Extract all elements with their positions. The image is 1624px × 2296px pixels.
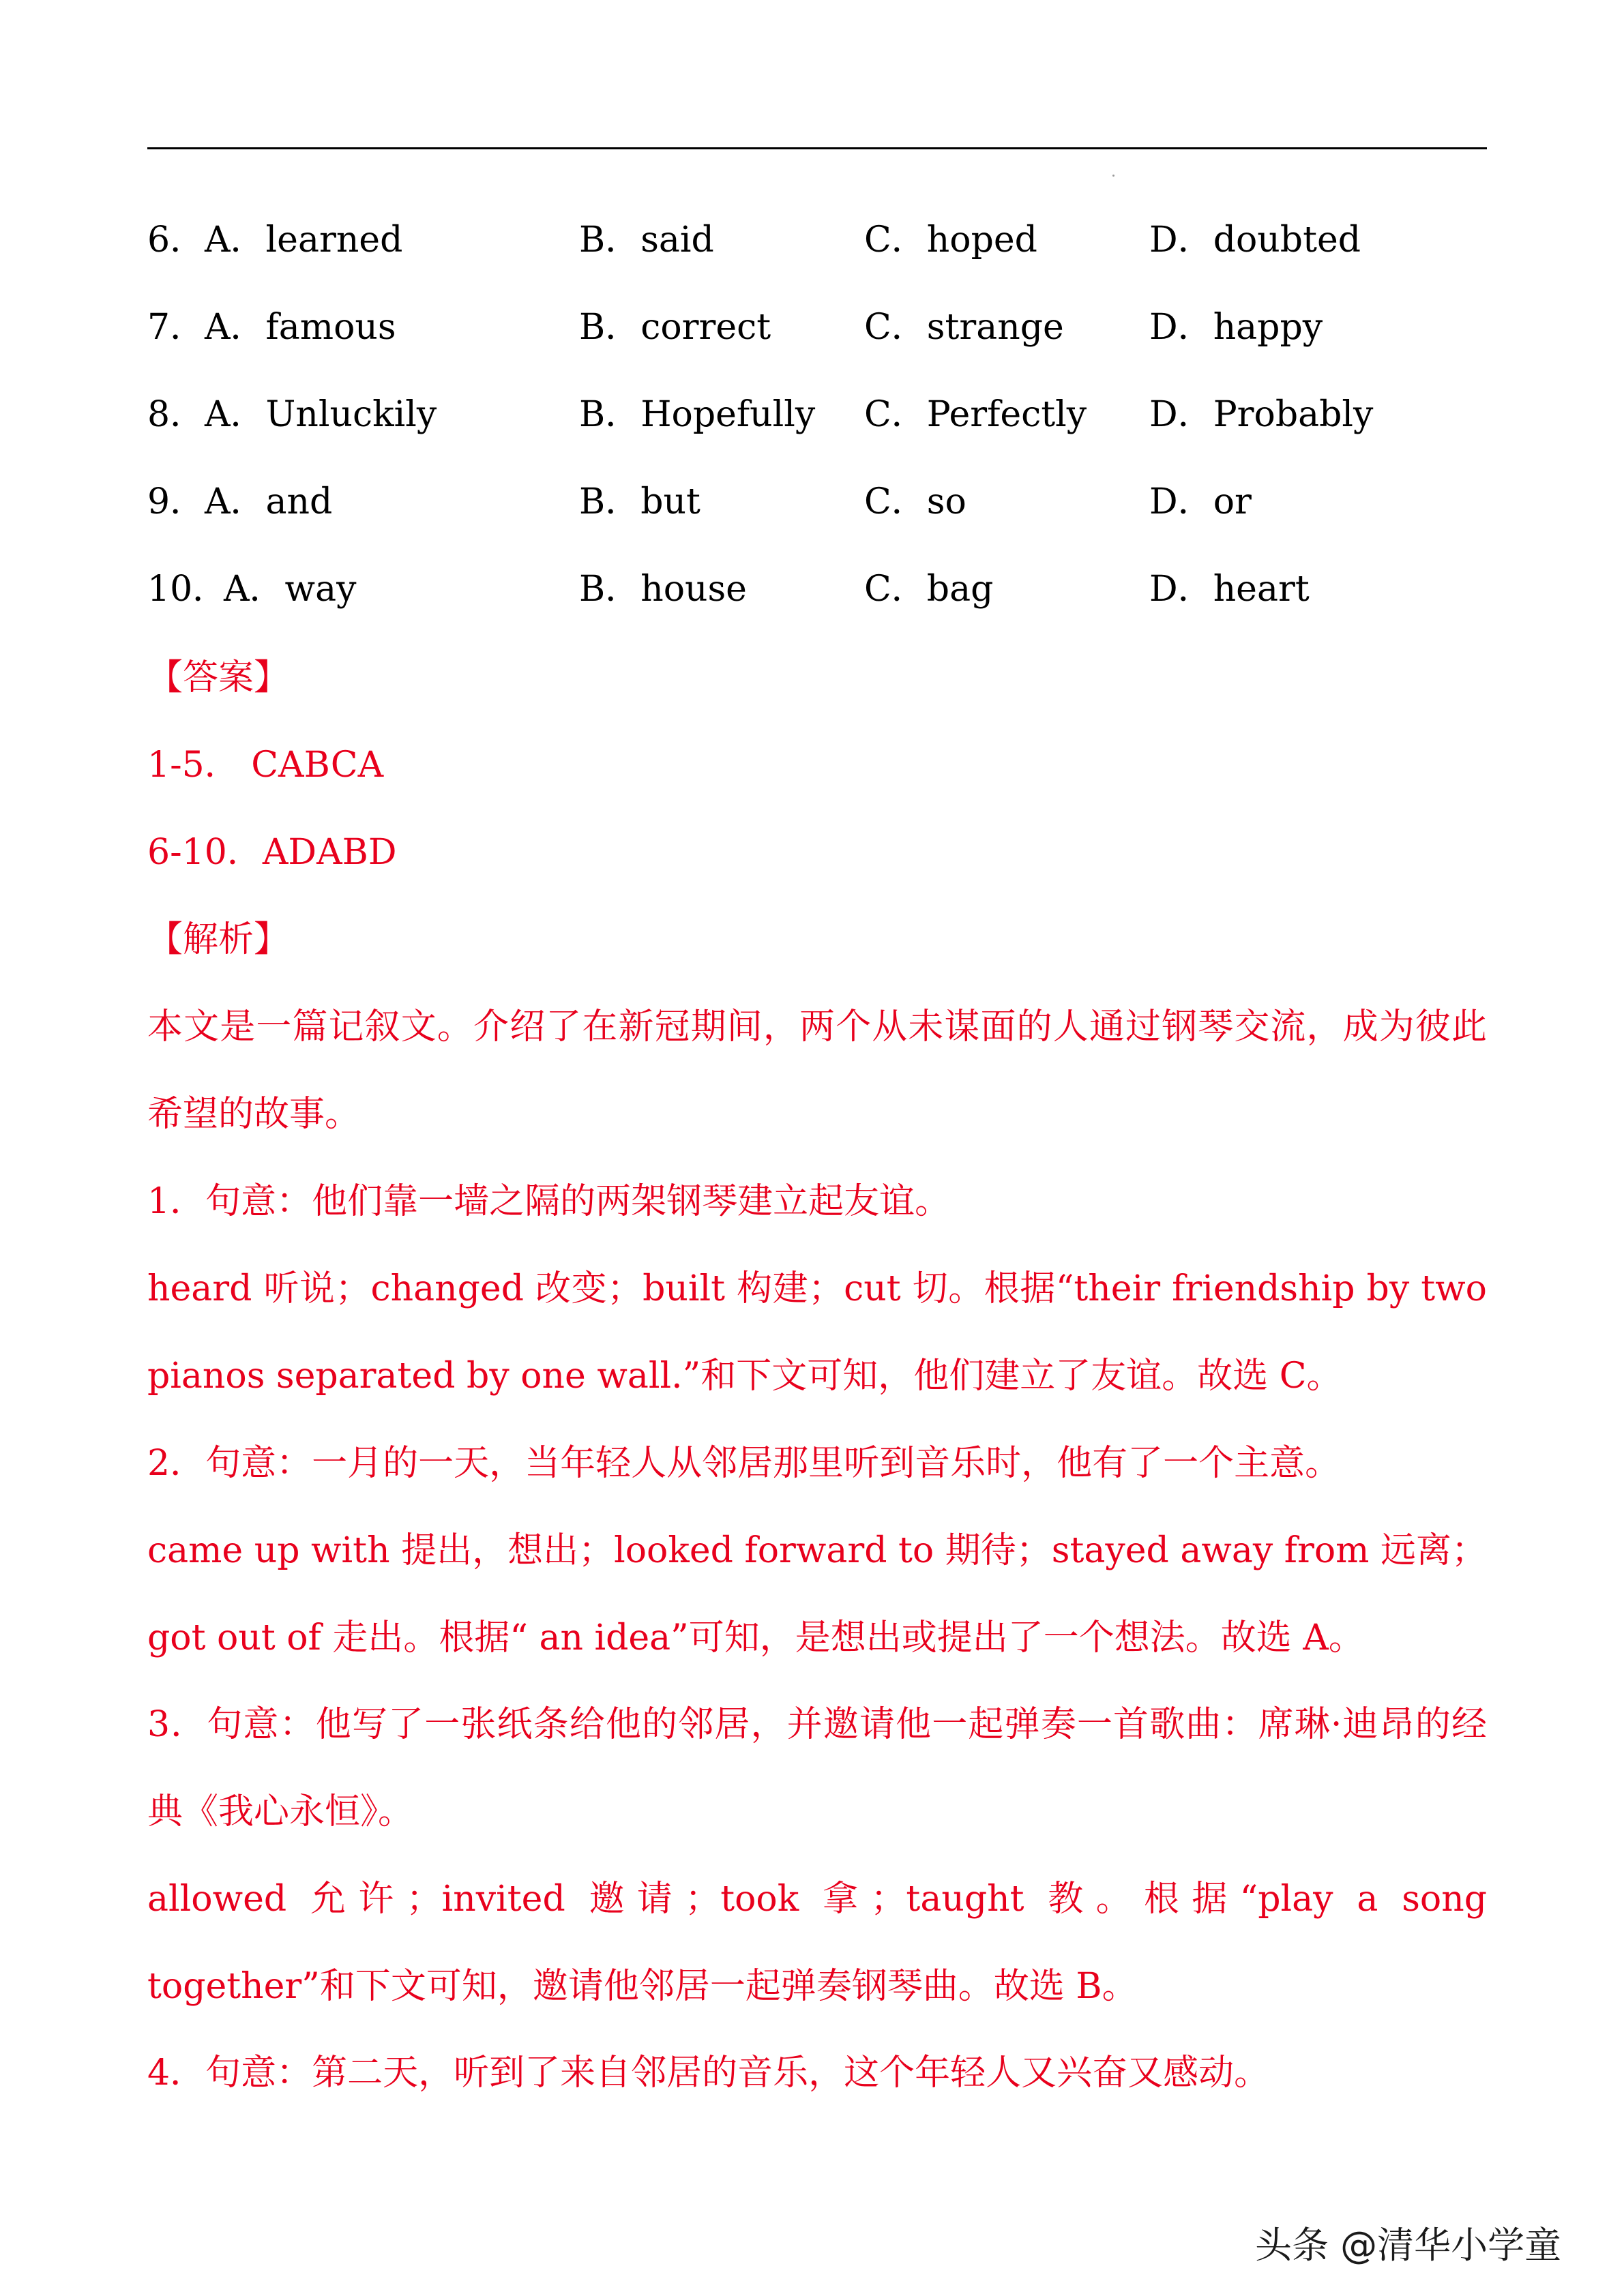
option-a: A．learned [205, 220, 403, 260]
question-number: 6． [147, 220, 206, 260]
q4-sentence: 4．句意：第二天，听到了来自邻居的音乐，这个年轻人又兴奋又感动。 [147, 2053, 1270, 2093]
option-b: B．Hopefully [579, 394, 816, 435]
q3-sentence: 3．句意：他写了一张纸条给他的邻居，并邀请他一起弹奏一首歌曲：席琳·迪昂的经典《我心永恒》。 [147, 1704, 1487, 1832]
q1-sentence: 1．句意：他们靠一墙之隔的两架钢琴建立起友谊。 [147, 1181, 951, 1222]
option-b: B．but [579, 481, 700, 522]
header-dot [1112, 175, 1114, 177]
answer-heading: 【答案】 [147, 657, 290, 698]
answer-line-1: 1-5． CABCA [147, 745, 384, 786]
option-d: D．or [1149, 481, 1252, 522]
analysis-heading: 【解析】 [147, 919, 290, 960]
question-number: 8． [147, 394, 206, 435]
option-d: D．happy [1149, 307, 1323, 348]
option-a: A．way [224, 569, 357, 610]
option-d: D．doubted [1149, 220, 1361, 260]
q2-explanation: came up with 提出，想出；looked forward to 期待；stayed away from 远离；got out of 走出。根据“ an idea”可知，是想出或提出了一个想法。故选 A。 [147, 1530, 1487, 1658]
option-c: C．bag [864, 569, 994, 610]
option-b: B．said [579, 220, 714, 260]
option-d: D．heart [1149, 569, 1310, 610]
header-rule [147, 147, 1487, 149]
question-number: 7． [147, 307, 206, 348]
option-b: B．house [579, 569, 747, 610]
option-b: B．correct [579, 307, 771, 348]
option-c: C．Perfectly [864, 394, 1087, 435]
option-a: A．famous [205, 307, 396, 348]
question-number: 9． [147, 481, 206, 522]
answer-line-2: 6-10．ADABD [147, 832, 397, 873]
option-d: D．Probably [1149, 394, 1374, 435]
option-a: A．and [205, 481, 333, 522]
watermark-text: 头条 @清华小学童 [1255, 2224, 1562, 2267]
q1-explanation: heard 听说；changed 改变；built 构建；cut 切。根据“their friendship by two pianos separated by one wall.”和下文可知，他们建立了友谊。故选 C。 [147, 1268, 1487, 1397]
q3-explanation: allowed 允许；invited 邀请；took 拿；taught 教。根据“play a song together”和下文可知，邀请他邻居一起弹奏钢琴曲。故选 B。 [147, 1879, 1487, 2007]
question-number: 10． [147, 569, 228, 610]
option-a: A．Unluckily [205, 394, 437, 435]
analysis-intro: 本文是一篇记叙文。介绍了在新冠期间，两个从未谋面的人通过钢琴交流，成为彼此希望的故事。 [147, 1007, 1487, 1135]
q2-sentence: 2．句意：一月的一天，当年轻人从邻居那里听到音乐时，他有了一个主意。 [147, 1443, 1341, 1484]
option-c: C．strange [864, 307, 1064, 348]
option-c: C．so [864, 481, 966, 522]
option-c: C．hoped [864, 220, 1037, 260]
